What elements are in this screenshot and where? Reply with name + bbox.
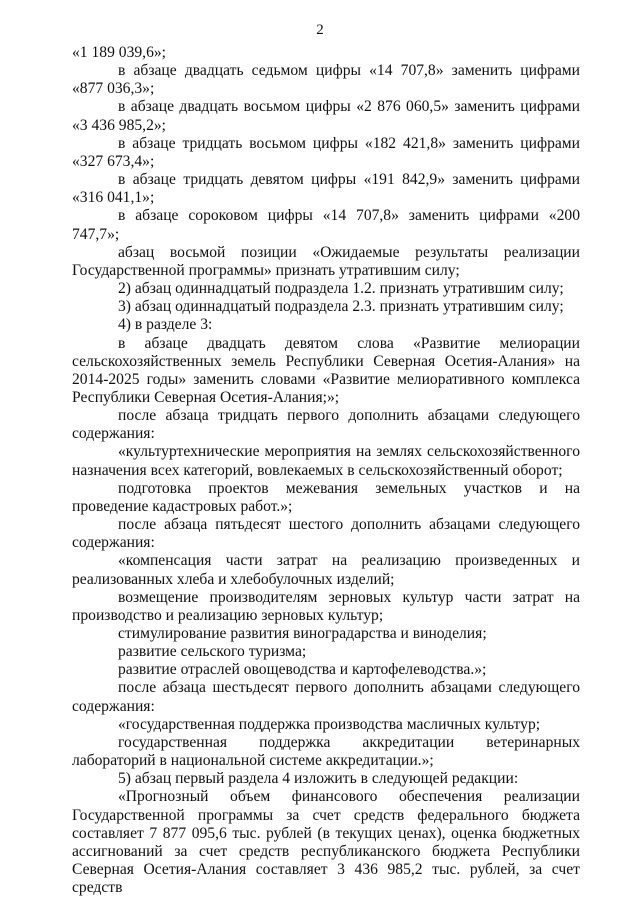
paragraph: развитие отраслей овощеводства и картофелеводства.»; — [118, 661, 487, 679]
paragraph: в абзаце тридцать девятом цифры «191 842,9» заменить цифрами «316 041,1»; — [72, 171, 580, 207]
paragraph: в абзаце двадцать восьмом цифры «2 876 060,5» заменить цифрами «3 436 985,2»; — [72, 98, 580, 134]
paragraph: абзац восьмой позиции «Ожидаемые результаты реализации Государственной программы» признать утратившим силу; — [72, 243, 580, 279]
paragraph: 4) в разделе 3: — [118, 316, 213, 334]
paragraph: государственная поддержка аккредитации ветеринарных лабораторий в национальной системе аккредитации.»; — [72, 733, 580, 770]
paragraph: 2) абзац одиннадцатый подраздела 1.2. признать утратившим силу; — [118, 280, 564, 298]
page-number: 2 — [316, 22, 324, 38]
document-body — [72, 44, 580, 897]
paragraph: 5) абзац первый раздела 4 изложить в следующей редакции: — [118, 770, 519, 788]
paragraph: в абзаце сороковом цифры «14 707,8» заменить цифрами «200 747,7»; — [72, 207, 580, 243]
paragraph: после абзаца шестьдесят первого дополнить абзацами следующего содержания: — [72, 679, 580, 715]
paragraph: «государственная поддержка производства масличных культур; — [118, 715, 541, 733]
paragraph: в абзаце двадцать девятом слова «Развитие мелиорации сельскохозяйственных земель Республики Северная Осетия-Алания» на 2014-2025 годы» заменить словами «Развитие мелиоративного комплекса Республики Северная Осетия-Алания;»; — [72, 334, 580, 406]
paragraph: в абзаце тридцать восьмом цифры «182 421,8» заменить цифрами «327 673,4»; — [72, 134, 580, 170]
paragraph: «культуртехнические мероприятия на землях сельскохозяйственного назначения всех категорий, вовлекаемых в сельскохозяйственный оборот; — [72, 443, 580, 479]
paragraph: 3) абзац одиннадцатый подраздела 2.3. признать утратившим силу; — [118, 298, 564, 316]
paragraph: после абзаца пятьдесят шестого дополнить абзацами следующего содержания: — [72, 516, 580, 552]
paragraph: в абзаце двадцать седьмом цифры «14 707,8» заменить цифрами «877 036,3»; — [72, 62, 580, 98]
paragraph: после абзаца тридцать первого дополнить абзацами следующего содержания: — [72, 407, 580, 443]
paragraph: развитие сельского туризма; — [118, 643, 307, 661]
paragraph: подготовка проектов межевания земельных участков и на проведение кадастровых работ.»; — [72, 479, 580, 515]
paragraph: «Прогнозный объем финансового обеспечения реализации Государственной программы за счет средств федерального бюджета составляет 7 877 095,6 тыс. рублей (в текущих ценах), оценка бюджетных ассигнований за счет средств республиканского бюджета Республики Северная Осетия-Алания составляет 3 436 985,2 тыс. рублей, за счет средств — [72, 788, 580, 897]
paragraph: «1 189 039,6»; — [72, 44, 166, 61]
paragraph: «компенсация части затрат на реализацию произведенных и реализованных хлеба и хлебобулочных изделий; — [72, 552, 580, 588]
paragraph: стимулирование развития виноградарства и виноделия; — [118, 625, 487, 642]
paragraph: возмещение производителям зерновых культур части затрат на производство и реализацию зерновых культур; — [72, 588, 580, 624]
